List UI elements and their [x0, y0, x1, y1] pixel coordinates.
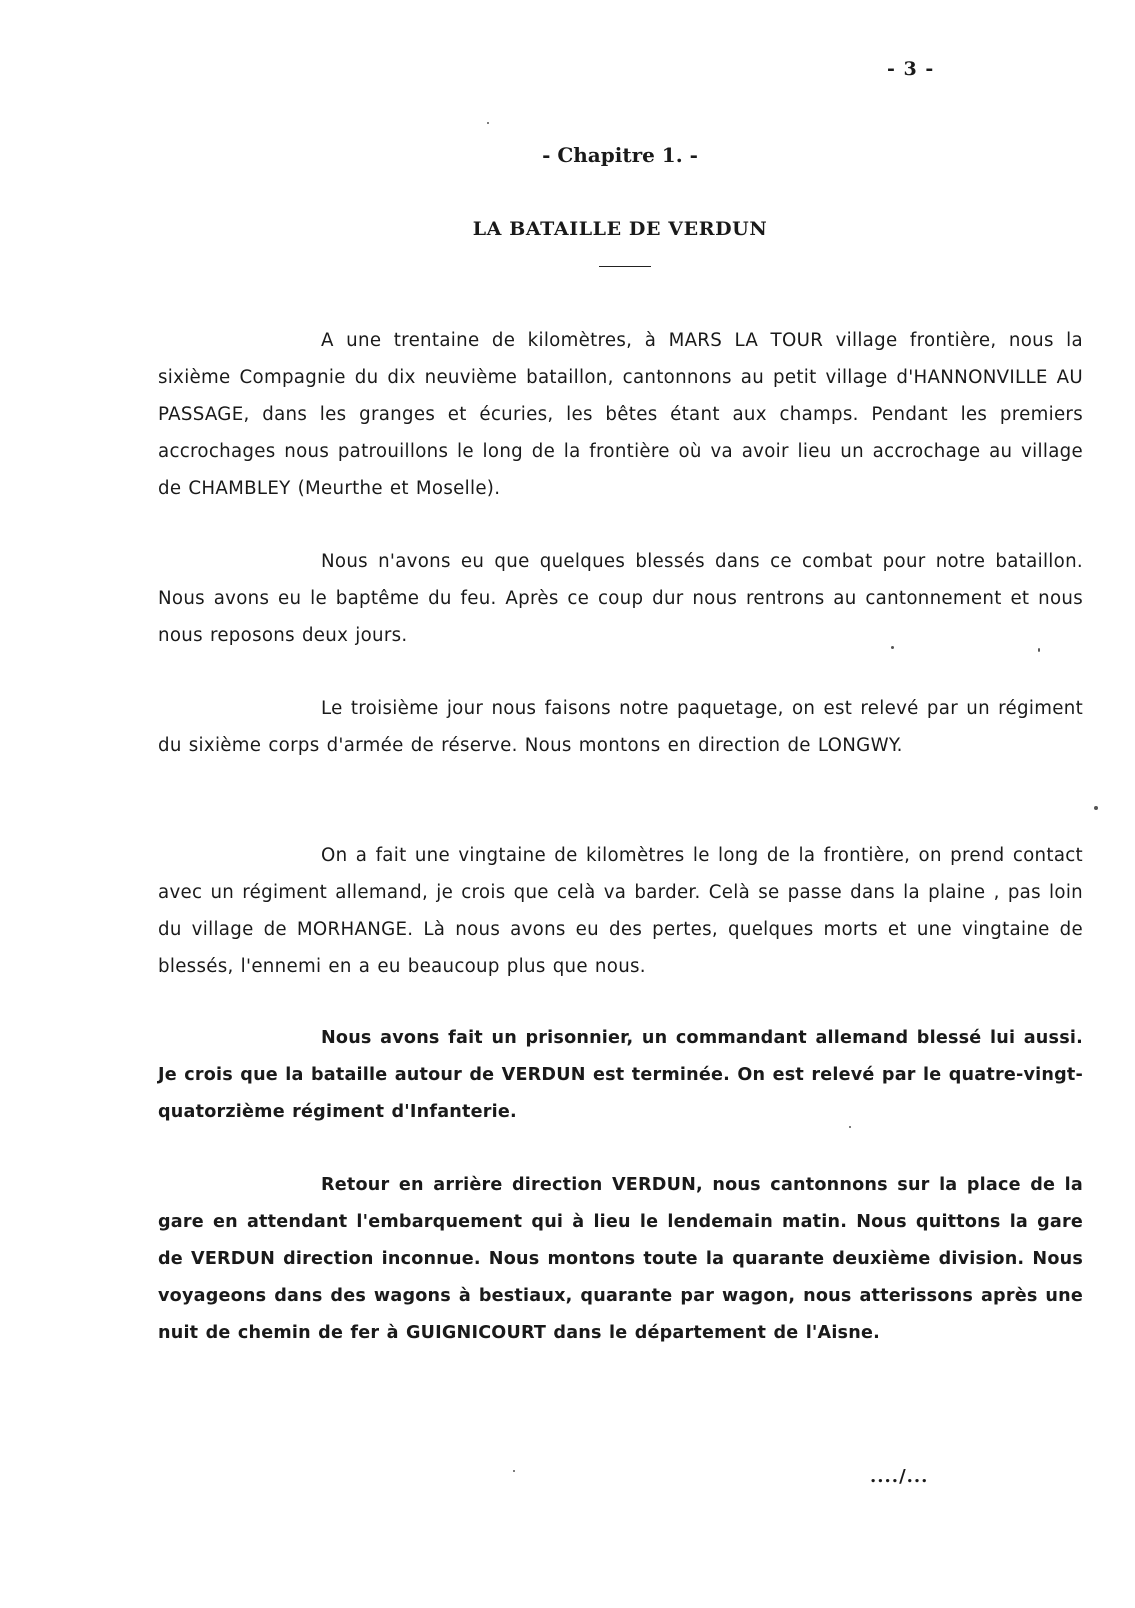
scan-speck [1038, 648, 1040, 652]
scan-speck [487, 122, 489, 124]
paragraph-6: Retour en arrière direction VERDUN, nous cantonnons sur la place de la gare en attendant l'embarquement qui à lieu le lendemain matin. Nous quittons la gare de VERDUN direction inconnue. Nous montons toute la quarante deuxième division. Nous voyageons dans des wagons à bestiaux, quarante par wagon, nous atterissons après une nuit de chemin de fer à GUIGNICOURT dans le département de l'Aisne. [158, 1175, 1083, 1343]
scan-speck [1094, 806, 1098, 810]
scan-speck [513, 1470, 515, 1472]
chapter-heading: - Chapitre 1. - [542, 143, 698, 167]
chapter-title: LA BATAILLE DE VERDUN [472, 218, 768, 240]
paragraph-2: Nous n'avons eu que quelques blessés dans ce combat pour notre bataillon. Nous avons eu le baptême du feu. Après ce coup dur nous rentrons au cantonnement et nous nous reposons deux jours. [158, 551, 1083, 646]
title-underline [599, 266, 651, 267]
scan-speck [849, 1126, 851, 1128]
scan-speck [891, 646, 894, 649]
paragraph-4: On a fait une vingtaine de kilomètres le long de la frontière, on prend contact avec un régiment allemand, je crois que celà va barder. Celà se passe dans la plaine , pas loin du village de MORHANGE. Là nous avons eu des pertes, quelques morts et une vingtaine de blessés, l'ennemi en a eu beaucoup plus que nous. [158, 845, 1083, 977]
paragraph-5: Nous avons fait un prisonnier, un commandant allemand blessé lui aussi. Je crois que la bataille autour de VERDUN est terminée. On est relevé par le quatre-vingt-quatorzième régiment d'Infanterie. [158, 1028, 1083, 1122]
paragraph-1: A une trentaine de kilomètres, à MARS LA TOUR village frontière, nous la sixième Compagnie du dix neuvième bataillon, cantonnons au petit village d'HANNONVILLE AU PASSAGE, dans les granges et écuries, les bêtes étant aux champs. Pendant les premiers accrochages nous patrouillons le long de la frontière où va avoir lieu un accrochage au village de CHAMBLEY (Meurthe et Moselle). [158, 330, 1083, 499]
continuation-mark: ..../... [870, 1466, 929, 1487]
page-number: - 3 - [887, 58, 935, 80]
paragraph-3: Le troisième jour nous faisons notre paquetage, on est relevé par un régiment du sixième corps d'armée de réserve. Nous montons en direction de LONGWY. [158, 698, 1083, 756]
